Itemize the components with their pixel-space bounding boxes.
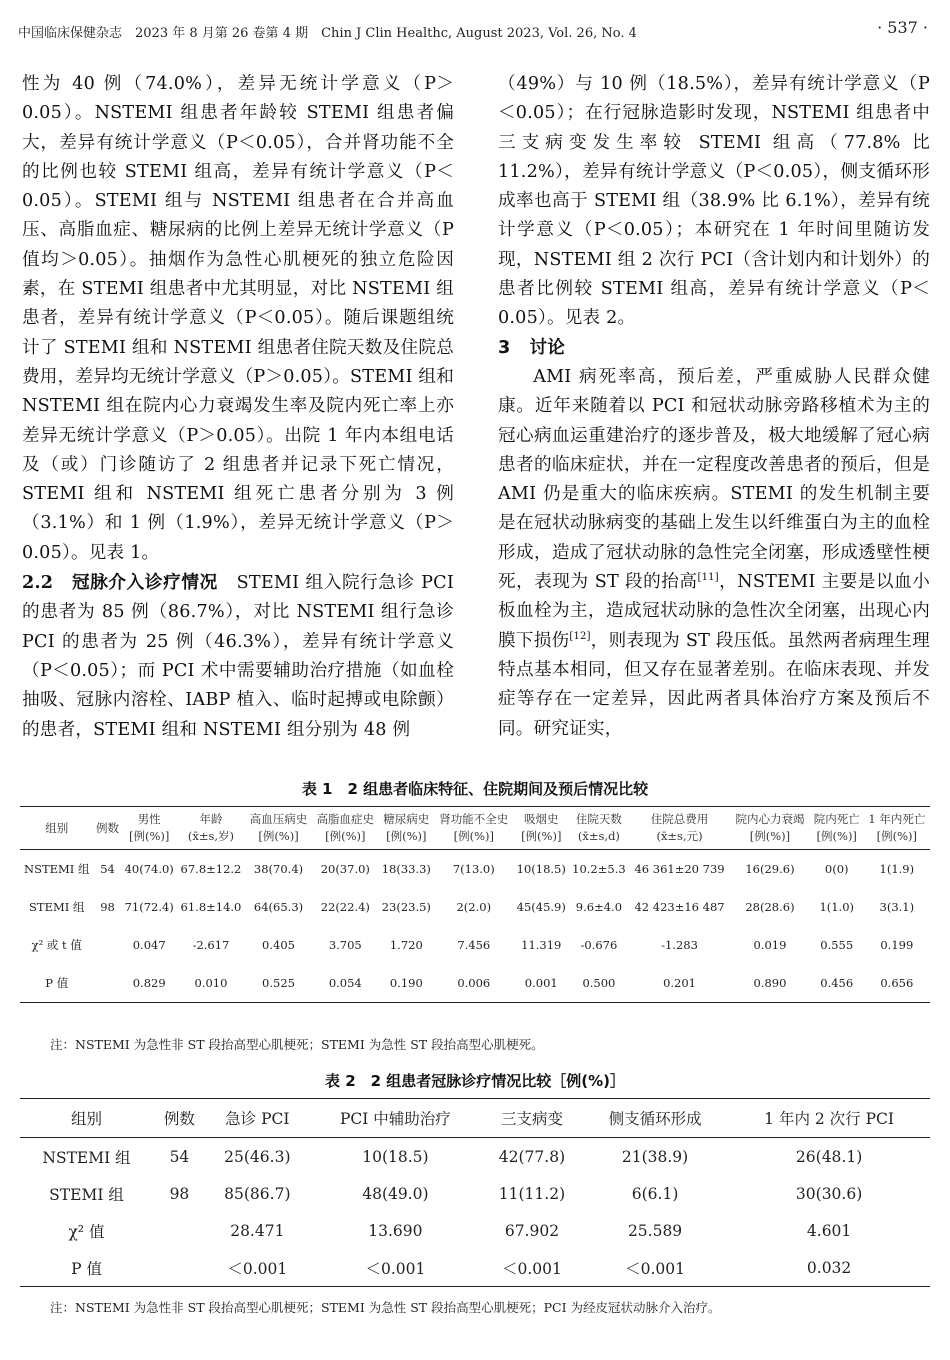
table-cell: 0.525 [262, 976, 295, 990]
table-cell: 0(0) [824, 862, 849, 876]
table-1-header-cell [864, 807, 930, 850]
table-1-header-unit: [例(%)] [129, 829, 170, 843]
table-cell: χ² 值 [68, 1222, 105, 1241]
table-1-header-cell [379, 807, 434, 850]
table-cell: 45(45.9) [516, 900, 566, 914]
results-paragraph-1: 性为 40 例（74.0%），差异无统计学意义（P＞0.05）。NSTEMI 组患者年龄较 STEMI 组患者偏大，差异有统计学意义（P＜0.05），合并肾功能不全的比例也较 STEMI 组高，差异有统计学意义（P＜0.05）。STEMI 组与 NSTEMI 组患者在合并高血压、高脂血症、糖尿病的比例上差异无统计学意义（P 值均＞0.05）。抽烟作为急性心肌梗死的独立危险因素，在 STEMI 组患者中尤其明显，对比 NSTEMI 组患者，差异有统计学意义（P＜0.05）。随后课题组统计了 STEMI 组和 NSTEMI 组患者住院天数及住院总费用，差异均无统计学意义（P＞0.05）。STEMI 组和 NSTEMI 组在院内心力衰竭发生率及院内死亡率上亦差异无统计学意义（P＞0.05）。出院 1 年内本组电话及（或）门诊随访了 2 组患者并记录下死亡情况，STEMI 组和 NSTEMI 组死亡患者分别为 3 例（3.1%）和 1 例（1.9%），差异无统计学意义（P＞0.05）。见表 1。 [22, 74, 454, 563]
table-row [20, 1249, 930, 1287]
table-cell: 40(74.0) [124, 862, 174, 876]
table-cell: 54 [100, 862, 115, 876]
table-cell: 25.589 [627, 1221, 683, 1240]
table-cell: 71(72.4) [124, 900, 174, 914]
table-cell [94, 964, 122, 1003]
table-1-header-cell [177, 807, 245, 850]
table-1-header-cell [810, 807, 864, 850]
table-cell: 0.829 [132, 976, 166, 990]
table-1-header-label: 男性 [137, 812, 161, 826]
table-1-header-unit: [例(%)] [816, 829, 857, 843]
running-header [18, 10, 928, 50]
table-cell: 18(33.3) [381, 862, 431, 876]
table-cell: 0.019 [753, 938, 787, 952]
table-cell: ＜0.001 [365, 1259, 426, 1278]
table-cell: 85(86.7) [224, 1184, 291, 1203]
table-row [20, 1138, 930, 1176]
table-cell: 0.456 [820, 976, 854, 990]
table-cell: 30(30.6) [795, 1184, 863, 1203]
table-cell: 28.471 [230, 1221, 285, 1240]
table-cell: STEMI 组 [29, 900, 85, 914]
reference-11[interactable]: [11] [697, 572, 719, 584]
table-cell: 20(37.0) [320, 862, 370, 876]
table-cell: 16(29.6) [745, 862, 795, 876]
table-1-header-label: 组别 [45, 820, 69, 835]
table-1-header-label: 糖尿病史 [383, 812, 430, 826]
table-cell: 0.032 [806, 1258, 852, 1277]
discussion-text-a: AMI 病死率高，预后差，严重威胁人民群众健康。近年来随着以 PCI 和冠状动脉旁路移植术为主的冠心病血运重建治疗的逐步普及，极大地缓解了冠心病患者的临床症状，并在一定程度改善患者的预后，但是 AMI 仍是重大的临床疾病。STEMI 的发生机制主要是在冠状动脉病变的基础上发生以纤维蛋白为主的血栓形成，造成了冠状动脉的急性完全闭塞，形成透壁性梗死，表现为 ST 段的抬高 [498, 366, 930, 593]
table-cell: 0.190 [389, 976, 423, 990]
table-1-header-unit: [例(%)] [521, 829, 562, 843]
table-2-header-cell: 侧支循环形成 [608, 1110, 702, 1128]
table-cell: 0.199 [880, 938, 914, 952]
table-cell [153, 1249, 206, 1287]
table-cell: NSTEMI 组 [24, 862, 90, 876]
table-cell: 1.720 [389, 938, 423, 952]
table-1 [20, 806, 930, 1003]
table-1-header-unit: [例(%)] [453, 829, 494, 843]
table-2-header-cell: PCI 中辅助治疗 [339, 1110, 451, 1128]
table-1-header-row [20, 807, 930, 850]
table-cell: 0.006 [457, 976, 491, 990]
table-cell: -2.617 [192, 938, 230, 952]
section-3-title: 讨论 [529, 337, 566, 358]
table-1-header-unit: [例(%)] [325, 829, 366, 843]
table-2-header-row [20, 1099, 930, 1138]
table-cell: 0.555 [820, 938, 854, 952]
table-2-body [20, 1138, 930, 1287]
table-1-header-unit: (x̄±s,岁) [187, 829, 235, 843]
discussion-text-c: ，则表现为 ST 段压低。虽然两者病理生理特点基本相同，但又存在显著差别。在临床表现、并发症等存在一定差异，因此两者具体治疗方案及预后不同。研究证实， [498, 630, 930, 739]
table-cell: 0.890 [753, 976, 787, 990]
table-cell: 6(6.1) [631, 1184, 679, 1203]
table-cell: 23(23.5) [381, 900, 431, 914]
table-1-header-label: 住院天数 [575, 812, 622, 826]
table-cell: 48(49.0) [362, 1184, 429, 1203]
table-cell: 46 361±20 739 [634, 862, 725, 876]
table-1-header-label: 吸烟史 [524, 812, 559, 826]
table-1-caption: 表 1 2 组患者临床特征、住院期间及预后情况比较 [301, 780, 649, 798]
journal-citation: 中国临床保健杂志 2023 年 8 月第 26 卷第 4 期 Chin J Clin Healthc, August 2023, Vol. 26, No. 4 [18, 26, 637, 41]
table-1-header-cell [434, 807, 514, 850]
table-cell: P 值 [71, 1259, 102, 1278]
table-cell: 21(38.9) [621, 1147, 689, 1166]
table-cell: 98 [100, 900, 115, 914]
table-1-header-cell [20, 807, 94, 850]
table-cell: 10.2±5.3 [572, 862, 626, 876]
table-1-header-label: 住院总费用 [650, 812, 709, 826]
table-cell: 3(3.1) [879, 900, 915, 914]
table-cell: 10(18.5) [516, 862, 566, 876]
table-cell: 67.8±12.2 [180, 862, 242, 876]
table-2-header-cell: 1 年内 2 次行 PCI [764, 1110, 895, 1128]
table-1-header-cell [629, 807, 730, 850]
table-2-header-cell: 三支病变 [500, 1110, 563, 1128]
table-1-header-label: 高脂血症史 [316, 812, 375, 826]
table-cell: -1.283 [661, 938, 698, 952]
table-cell: 42(77.8) [498, 1147, 566, 1166]
table-row [20, 1212, 930, 1249]
right-column [498, 70, 930, 744]
table-2-header-cell: 组别 [71, 1110, 103, 1128]
page-number: · 537 · [877, 18, 928, 37]
table-1-header-label: 高血压病史 [249, 812, 308, 826]
section-3-number: 3 [498, 337, 511, 358]
table-cell: χ² 或 t 值 [31, 938, 82, 952]
table-cell: NSTEMI 组 [42, 1148, 131, 1167]
table-2-caption: 表 2 2 组患者冠脉诊疗情况比较［例(%)］ [324, 1072, 626, 1090]
table-row [20, 888, 930, 926]
table-cell: 13.690 [368, 1221, 423, 1240]
table-cell: 22(22.4) [320, 900, 370, 914]
results-paragraph-3: （49%）与 10 例（18.5%），差异有统计学意义（P＜0.05）；在行冠脉造影时发现，NSTEMI 组患者中三支病变发生率较 STEMI 组高（77.8% 比11.2%），差异有统计学意义（P＜0.05），侧支循环形成率也高于 STEMI 组（38.9% 比 6.1%），差异有统计学意义（P＜0.05）；本研究在 1 年时间里随访发现，NSTEMI 组 2 次行 PCI（含计划内和计划外）的患者比例较 STEMI 组高，差异有统计学意义（P＜0.05）。见表 2。 [498, 74, 930, 329]
table-cell: ＜0.001 [227, 1259, 288, 1278]
table-cell: 28(28.6) [745, 900, 795, 914]
table-1-header-cell [730, 807, 810, 850]
table-cell: 9.6±4.0 [575, 900, 623, 914]
table-1-header-label: 院内心力衰竭 [735, 812, 805, 826]
discussion-text-b: ，NSTEMI 主要是以血小板血栓为主，造成冠状动脉的急性次全闭塞，出现心内膜下损伤 [498, 572, 930, 651]
table-cell: 0.001 [524, 976, 558, 990]
table-row [20, 964, 930, 1003]
table-cell: ＜0.001 [502, 1259, 562, 1278]
table-1-header-unit: [例(%)] [749, 829, 791, 843]
table-1-header-unit: (x̄±s,元) [656, 829, 703, 843]
table-2 [20, 1098, 930, 1287]
table-cell: 0.405 [262, 938, 295, 952]
table-1-header-cell [94, 807, 122, 850]
table-1-header-cell [245, 807, 312, 850]
table-1-header-label: 肾功能不全史 [439, 812, 509, 826]
table-1-header-cell [122, 807, 177, 850]
table-cell: 11.319 [521, 938, 562, 952]
table-cell: 4.601 [806, 1221, 852, 1240]
table-cell [94, 926, 122, 964]
table-cell: 1(1.0) [819, 900, 855, 914]
reference-12[interactable]: [12] [569, 630, 591, 642]
table-1-header-label: 例数 [96, 820, 120, 835]
table-1-header-unit: [例(%)] [876, 829, 918, 843]
table-cell: 7.456 [457, 938, 491, 952]
table-cell: 42 423±16 487 [634, 900, 725, 914]
table-1-body [20, 850, 930, 1003]
table-cell: P 值 [45, 976, 69, 990]
table-cell: 54 [169, 1147, 190, 1166]
section-2-2 [22, 568, 454, 745]
table-cell [153, 1212, 206, 1249]
table-row [20, 926, 930, 964]
table-cell: 0.500 [582, 976, 616, 990]
table-1-header-unit: [例(%)] [386, 829, 427, 843]
table-cell: 10(18.5) [362, 1147, 429, 1166]
table-2-header-cell: 急诊 PCI [225, 1110, 290, 1128]
table-cell: 98 [169, 1184, 190, 1203]
table-1-note: 注：NSTEMI 为急性非 ST 段抬高型心肌梗死；STEMI 为急性 ST 段抬高型心肌梗死。 [50, 1037, 544, 1052]
table-cell: 7(13.0) [452, 862, 495, 876]
table-row [20, 1175, 930, 1212]
table-cell: 0.054 [328, 976, 362, 990]
table-1-header-unit: (x̄±s,d) [577, 829, 620, 843]
table-cell: ＜0.001 [625, 1259, 685, 1278]
table-cell: 0.201 [663, 976, 696, 990]
table-cell: -0.676 [580, 938, 618, 952]
table-cell: 61.8±14.0 [180, 900, 242, 914]
table-cell: 0.047 [132, 938, 166, 952]
left-column [22, 70, 454, 745]
table-2-header-cell: 例数 [163, 1110, 195, 1128]
table-cell: 1(1.9) [879, 862, 915, 876]
table-cell: 3.705 [328, 938, 362, 952]
results-paragraph-2: STEMI 组入院行急诊 PCI 的患者为 85 例（86.7%），对比 NSTEMI 组行急诊 PCI 的患者为 25 例（46.3%），差异有统计学意义（P＜0.05）；而 PCI 术中需要辅助治疗措施（如血栓抽吸、冠脉内溶栓、IABP 植入、临时起搏或电除颤）的患者，STEMI 组和 NSTEMI 组分别为 48 例 [22, 573, 454, 740]
table-1-header-cell [569, 807, 629, 850]
section-2-2-title: 冠脉介入诊疗情况 [71, 573, 218, 594]
table-cell: 0.656 [880, 976, 914, 990]
table-cell: 25(46.3) [224, 1147, 291, 1166]
discussion-paragraph [498, 363, 930, 744]
table-1-header-label: 1 年内死亡 [868, 812, 926, 826]
table-1-header-label: 年龄 [199, 812, 223, 826]
section-3-heading [498, 334, 930, 363]
table-cell: 64(65.3) [253, 900, 304, 914]
section-2-2-number: 2.2 [22, 572, 54, 594]
table-cell: 2(2.0) [456, 900, 492, 914]
table-2-note: 注：NSTEMI 为急性非 ST 段抬高型心肌梗死；STEMI 为急性 ST 段抬高型心肌梗死；PCI 为经皮冠状动脉介入治疗。 [50, 1300, 721, 1315]
table-cell: 0.010 [194, 976, 228, 990]
table-cell: 67.902 [504, 1221, 560, 1240]
table-cell: 38(70.4) [253, 862, 304, 876]
table-cell: 11(11.2) [498, 1184, 566, 1203]
table-1-header-label: 院内死亡 [813, 812, 860, 826]
table-row [20, 850, 930, 889]
table-1-header-cell [514, 807, 569, 850]
table-cell: STEMI 组 [49, 1185, 124, 1204]
table-cell: 26(48.1) [795, 1147, 863, 1166]
table-1-header-unit: [例(%)] [258, 829, 299, 843]
table-1-header-cell [312, 807, 379, 850]
